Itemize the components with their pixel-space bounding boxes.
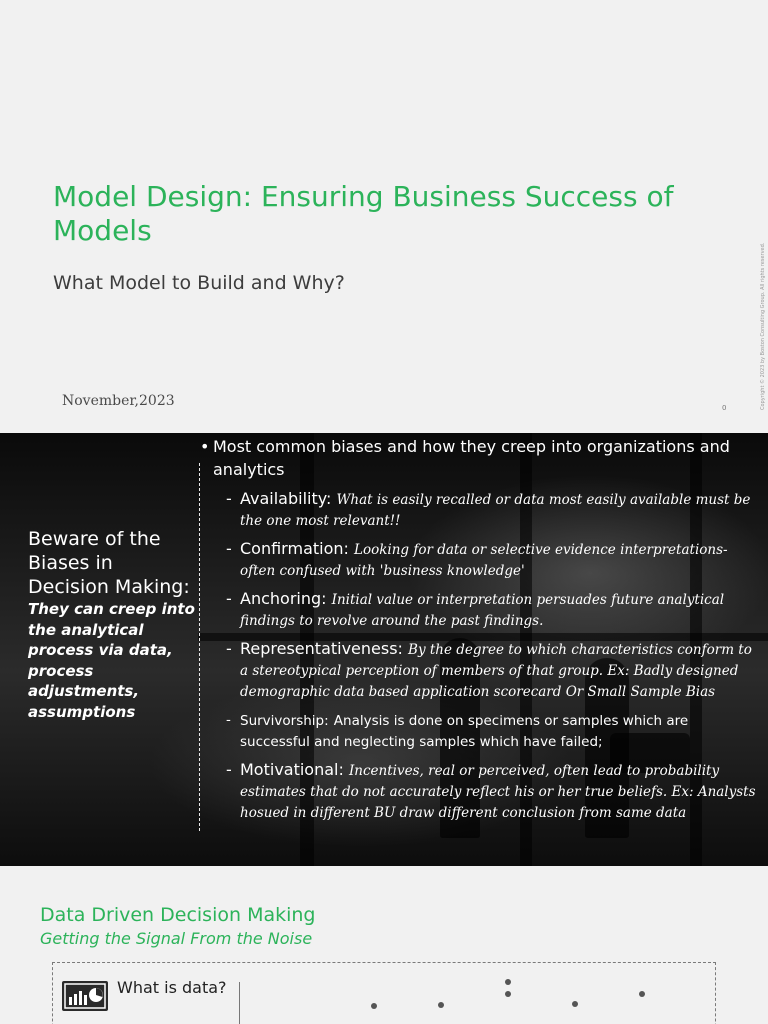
bias-term: Anchoring: bbox=[240, 589, 327, 608]
dash-icon: - bbox=[226, 589, 232, 608]
dash-icon: - bbox=[226, 539, 232, 558]
dash-icon: - bbox=[226, 489, 232, 508]
bias-description: Analysis is done on specimens or samples which are successful and neglecting samples which have failed; bbox=[240, 713, 689, 750]
scatter-dot bbox=[505, 979, 511, 985]
chart-dashboard-icon bbox=[62, 981, 108, 1011]
bias-item bbox=[198, 710, 758, 752]
scatter-dot bbox=[438, 1002, 444, 1008]
dash-icon: - bbox=[226, 712, 231, 728]
bias-term: Confirmation: bbox=[240, 539, 349, 558]
bias-term: Motivational: bbox=[240, 760, 344, 779]
slide-title: Model Design: Ensuring Business Success of Models bbox=[53, 180, 674, 247]
question-text: What is data? bbox=[117, 978, 227, 997]
scatter-dot bbox=[572, 1001, 578, 1007]
bias-term: Representativeness: bbox=[240, 639, 403, 658]
scatter-dot bbox=[371, 1003, 377, 1009]
bias-description: Looking for data or selective evidence interpretations- often confused with 'business knowledge' bbox=[240, 542, 728, 579]
bias-description: Initial value or interpretation persuades future analytical findings to revolve around the past findings. bbox=[240, 592, 725, 629]
dash-icon: - bbox=[226, 760, 232, 779]
dash-icon: - bbox=[226, 639, 232, 658]
biases-slide bbox=[0, 433, 768, 866]
bias-description: Incentives, real or perceived, often lead to probability estimates that do not accurately reflect his or her true beliefs. Ex: Analysts hosued in different BU draw different conclusion from same data bbox=[240, 763, 756, 821]
left-heading: Beware of the Biases in Decision Making: bbox=[28, 528, 190, 598]
bias-description: By the degree to which characteristics conform to a stereotypical perception of members of that group. Ex: Badly designed demographic data based application scorecard Or Small Sample Bias bbox=[240, 642, 752, 700]
bias-item bbox=[198, 539, 758, 581]
data-driven-slide bbox=[0, 866, 768, 1024]
bias-item bbox=[198, 589, 758, 631]
page-number: 0 bbox=[722, 404, 727, 412]
bias-term: Survivorship: bbox=[240, 713, 329, 729]
left-callout bbox=[28, 527, 198, 722]
bias-item bbox=[198, 489, 758, 531]
main-bullet-text: Most common biases and how they creep into organizations and analytics bbox=[213, 437, 730, 479]
bias-list bbox=[198, 435, 758, 823]
copyright-notice: Copyright © 2023 by Boston Consulting Group. All rights reserved. bbox=[760, 242, 766, 410]
scatter-dot bbox=[639, 991, 645, 997]
slide-subtitle: Getting the Signal From the Noise bbox=[40, 929, 313, 948]
slide-subtitle: What Model to Build and Why? bbox=[53, 272, 345, 294]
bias-item bbox=[198, 760, 758, 823]
scatter-dot bbox=[505, 991, 511, 997]
slide-title: Data Driven Decision Making bbox=[40, 904, 316, 926]
main-bullet bbox=[198, 435, 758, 481]
bias-item bbox=[198, 639, 758, 702]
bias-term: Availability: bbox=[240, 489, 332, 508]
divider bbox=[239, 982, 240, 1024]
slide-date: November,2023 bbox=[62, 393, 175, 409]
left-subheading: They can creep into the analytical process via data, process adjustments, assumptions bbox=[28, 600, 195, 721]
title-slide bbox=[0, 0, 768, 432]
bullet-icon: • bbox=[200, 437, 210, 456]
bias-description: What is easily recalled or data most easily available must be the one most relevant!! bbox=[240, 492, 751, 529]
